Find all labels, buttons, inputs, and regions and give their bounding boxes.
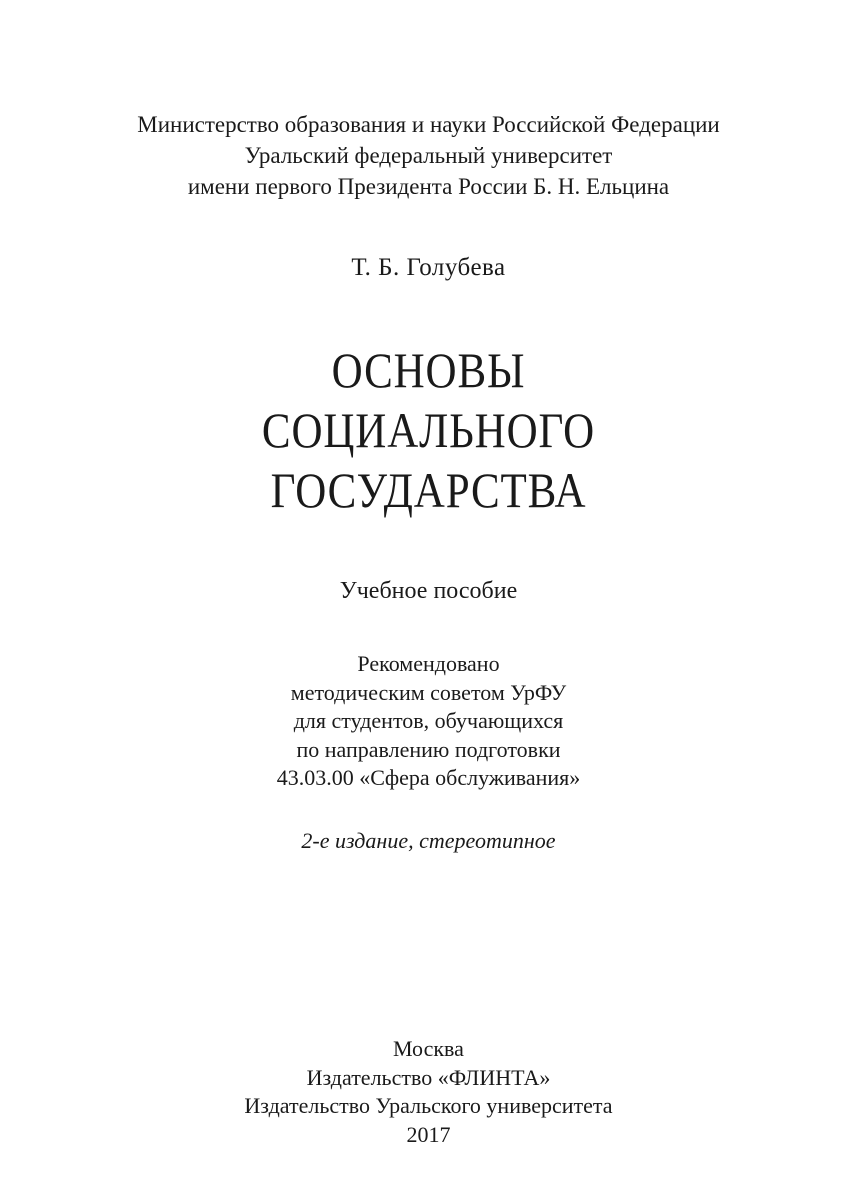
imprint-publisher-1: Издательство «ФЛИНТА» (306, 1064, 551, 1090)
author-name (0, 252, 857, 284)
imprint-year: 2017 (406, 1121, 451, 1147)
recommendation-line-3: для студентов, обучающихся (293, 708, 564, 733)
recommendation-note (0, 650, 857, 793)
imprint-publisher-2: Издательство Уральского университета (244, 1093, 613, 1118)
title-line-2: СОЦИАЛЬНОГО (261, 402, 596, 458)
recommendation-line-1: Рекомендовано (357, 651, 500, 676)
publisher-imprint (0, 1035, 857, 1149)
recommendation-line-4: по направлению подготовки (296, 736, 561, 762)
author-line: Т. Б. Голубева (351, 254, 506, 281)
edition-line: 2-е издание, стереотипное (301, 828, 556, 853)
ministry-line: Министерство образования и науки Российской Федерации (137, 112, 720, 137)
title-line-3: ГОСУДАРСТВА (270, 462, 587, 518)
recommendation-line-2: методическим советом УрФУ (290, 679, 567, 705)
book-title (60, 340, 797, 520)
imprint-city: Москва (393, 1036, 464, 1061)
university-line: Уральский федеральный университет (244, 143, 613, 168)
edition-note (0, 826, 857, 856)
subtitle-line: Учебное пособие (339, 578, 518, 604)
university-name-line: имени первого Президента России Б. Н. Ельцина (187, 174, 670, 199)
title-line-1: ОСНОВЫ (331, 342, 526, 398)
institution-header (0, 109, 857, 202)
book-subtitle (0, 575, 857, 607)
recommendation-line-5: 43.03.00 «Сфера обслуживания» (276, 765, 581, 790)
